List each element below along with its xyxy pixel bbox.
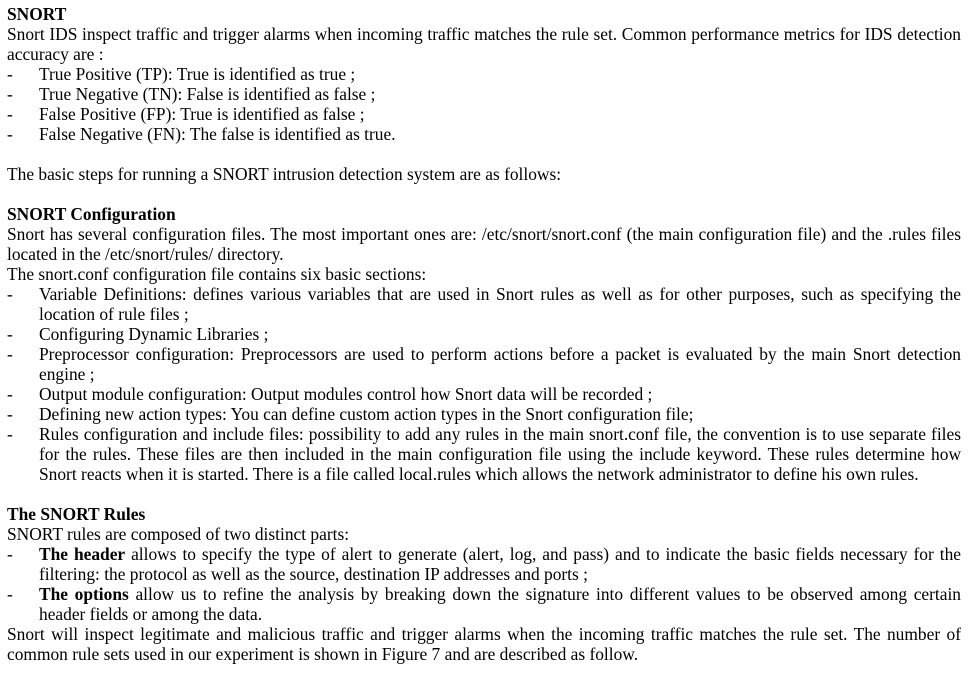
- rule-part-term: The options: [39, 584, 129, 604]
- list-item: - Output module configuration: Output modules control how Snort data will be recorded ;: [7, 384, 653, 404]
- heading-snort-configuration: SNORT Configuration: [7, 204, 176, 224]
- list-item: - Variable Definitions: defines various variables that are used in Snort rules as well as for other purposes, such as specifying the location of rule files ;: [7, 284, 961, 324]
- heading-snort: SNORT: [7, 4, 67, 24]
- list-item: - True Positive (TP): True is identified as true ;: [7, 64, 356, 84]
- list-item: - The header allows to specify the type of alert to generate (alert, log, and pass) and to indicate the basic fields necessary for the filtering: the protocol as well as the source, destination IP addresses and ports ;: [7, 544, 961, 584]
- list-item: - False Positive (FP): True is identified as false ;: [7, 104, 365, 124]
- rules-intro-paragraph: SNORT rules are composed of two distinct parts:: [7, 524, 350, 544]
- steps-intro-paragraph: The basic steps for running a SNORT intrusion detection system are as follows:: [7, 164, 562, 184]
- list-item: - False Negative (FN): The false is identified as true.: [7, 124, 396, 144]
- config-sections-list: [7, 284, 961, 484]
- list-item: - Configuring Dynamic Libraries ;: [7, 324, 269, 344]
- list-item: - Defining new action types: You can define custom action types in the Snort configuration file;: [7, 404, 694, 424]
- metrics-list: [7, 64, 961, 144]
- config-paragraph-2: The snort.conf configuration file contains six basic sections:: [7, 264, 427, 284]
- heading-snort-rules: The SNORT Rules: [7, 504, 146, 524]
- list-item: - Preprocessor configuration: Preprocessors are used to perform actions before a packet is evaluated by the main Snort detection engine ;: [7, 344, 961, 384]
- list-item: - Rules configuration and include files: possibility to add any rules in the main snort.conf file, the convention is to use separate files for the rules. These files are then included in the main configuration file using the include keyword. These rules determine how Snort reacts when it is started. There is a file called local.rules which allows the network administrator to define his own rules.: [7, 424, 961, 484]
- rule-part-term: The header: [39, 544, 126, 564]
- list-item: - True Negative (TN): False is identified as false ;: [7, 84, 376, 104]
- rule-parts-list: [7, 544, 961, 624]
- rules-closing-paragraph: Snort will inspect legitimate and malicious traffic and trigger alarms when the incoming traffic matches the rule set. The number of common rule sets used in our experiment is shown in Figure 7 and are described as follow.: [7, 624, 961, 664]
- list-item: - The options allow us to refine the analysis by breaking down the signature into different values to be observed among certain header fields or among the data.: [7, 584, 961, 624]
- config-paragraph-1: Snort has several configuration files. The most important ones are: /etc/snort/snort.conf (the main configuration file) and the .rules files located in the /etc/snort/rules/ directory.: [7, 224, 961, 264]
- spacer: [7, 184, 961, 204]
- snort-intro-paragraph: Snort IDS inspect traffic and trigger alarms when incoming traffic matches the rule set. Common performance metrics for IDS detection accuracy are :: [7, 24, 961, 64]
- spacer: [7, 144, 961, 164]
- spacer: [7, 484, 961, 504]
